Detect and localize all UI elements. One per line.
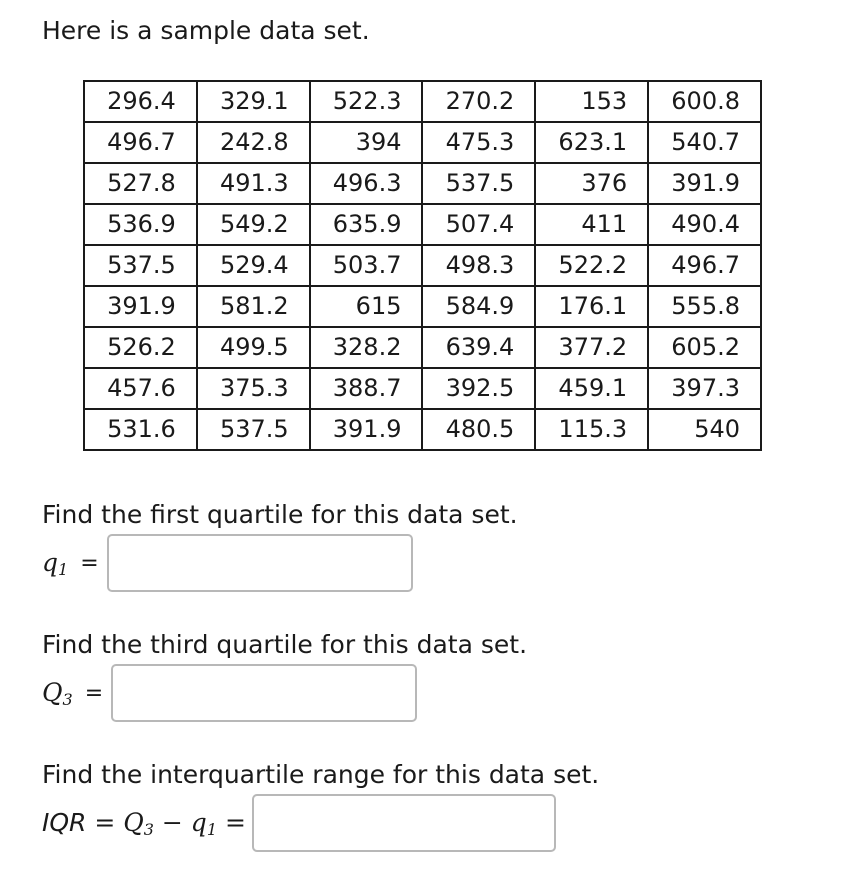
q3-label: $Q_3$: [42, 677, 73, 709]
table-row: [84, 409, 761, 450]
table-cell: 329.1: [197, 81, 310, 122]
table-cell: 391.9: [648, 163, 761, 204]
table-cell: 522.3: [310, 81, 423, 122]
table-cell: 526.2: [84, 327, 197, 368]
table-cell: 537.5: [84, 245, 197, 286]
table-cell: 480.5: [422, 409, 535, 450]
table-cell: 639.4: [422, 327, 535, 368]
table-cell: 615: [310, 286, 423, 327]
table-cell: 242.8: [197, 122, 310, 163]
table-cell: 496.7: [648, 245, 761, 286]
q1-prompt: Find the first quartile for this data set.: [42, 500, 518, 529]
table-row: [84, 245, 761, 286]
table-cell: 475.3: [422, 122, 535, 163]
q3-prompt: Find the third quartile for this data set.: [42, 630, 528, 659]
table-cell: 377.2: [535, 327, 648, 368]
table-row: [84, 368, 761, 409]
iqr-label: IQR = $Q_3 - q_1$ =: [42, 807, 246, 839]
table-cell: 529.4: [197, 245, 310, 286]
table-cell: 457.6: [84, 368, 197, 409]
data-table: [83, 80, 762, 451]
table-cell: 605.2: [648, 327, 761, 368]
table-cell: 115.3: [535, 409, 648, 450]
table-row: [84, 327, 761, 368]
table-row: [84, 163, 761, 204]
iqr-answer-row: [42, 794, 556, 852]
table-cell: 536.9: [84, 204, 197, 245]
table-cell: 496.7: [84, 122, 197, 163]
table-cell: 411: [535, 204, 648, 245]
table-cell: 176.1: [535, 286, 648, 327]
table-cell: 507.4: [422, 204, 535, 245]
table-cell: 459.1: [535, 368, 648, 409]
table-cell: 635.9: [310, 204, 423, 245]
table-cell: 394: [310, 122, 423, 163]
q1-label: $q_1$: [42, 547, 69, 579]
table-cell: 537.5: [197, 409, 310, 450]
table-cell: 537.5: [422, 163, 535, 204]
table-cell: 490.4: [648, 204, 761, 245]
table-cell: 376: [535, 163, 648, 204]
table-cell: 496.3: [310, 163, 423, 204]
table-cell: 375.3: [197, 368, 310, 409]
table-cell: 499.5: [197, 327, 310, 368]
table-cell: 388.7: [310, 368, 423, 409]
table-cell: 328.2: [310, 327, 423, 368]
q3-answer-row: [42, 664, 417, 722]
table-cell: 531.6: [84, 409, 197, 450]
table-cell: 153: [535, 81, 648, 122]
table-cell: 549.2: [197, 204, 310, 245]
table-cell: 540: [648, 409, 761, 450]
table-cell: 540.7: [648, 122, 761, 163]
table-cell: 392.5: [422, 368, 535, 409]
q1-input[interactable]: [107, 534, 413, 592]
table-cell: 498.3: [422, 245, 535, 286]
table-cell: 296.4: [84, 81, 197, 122]
q3-equals: =: [84, 680, 104, 706]
table-cell: 600.8: [648, 81, 761, 122]
table-cell: 491.3: [197, 163, 310, 204]
iqr-input[interactable]: [252, 794, 556, 852]
q1-answer-row: [42, 534, 413, 592]
intro-text: Here is a sample data set.: [42, 16, 370, 45]
table-cell: 555.8: [648, 286, 761, 327]
table-cell: 623.1: [535, 122, 648, 163]
table-cell: 503.7: [310, 245, 423, 286]
table-row: [84, 122, 761, 163]
q1-equals: =: [80, 550, 99, 576]
table-cell: 391.9: [310, 409, 423, 450]
table-cell: 522.2: [535, 245, 648, 286]
table-row: [84, 286, 761, 327]
table-cell: 527.8: [84, 163, 197, 204]
table-row: [84, 81, 761, 122]
table-row: [84, 204, 761, 245]
table-cell: 581.2: [197, 286, 310, 327]
table-cell: 584.9: [422, 286, 535, 327]
table-cell: 397.3: [648, 368, 761, 409]
table-cell: 270.2: [422, 81, 535, 122]
iqr-prompt: Find the interquartile range for this data set.: [42, 760, 600, 789]
q3-input[interactable]: [111, 664, 417, 722]
table-cell: 391.9: [84, 286, 197, 327]
